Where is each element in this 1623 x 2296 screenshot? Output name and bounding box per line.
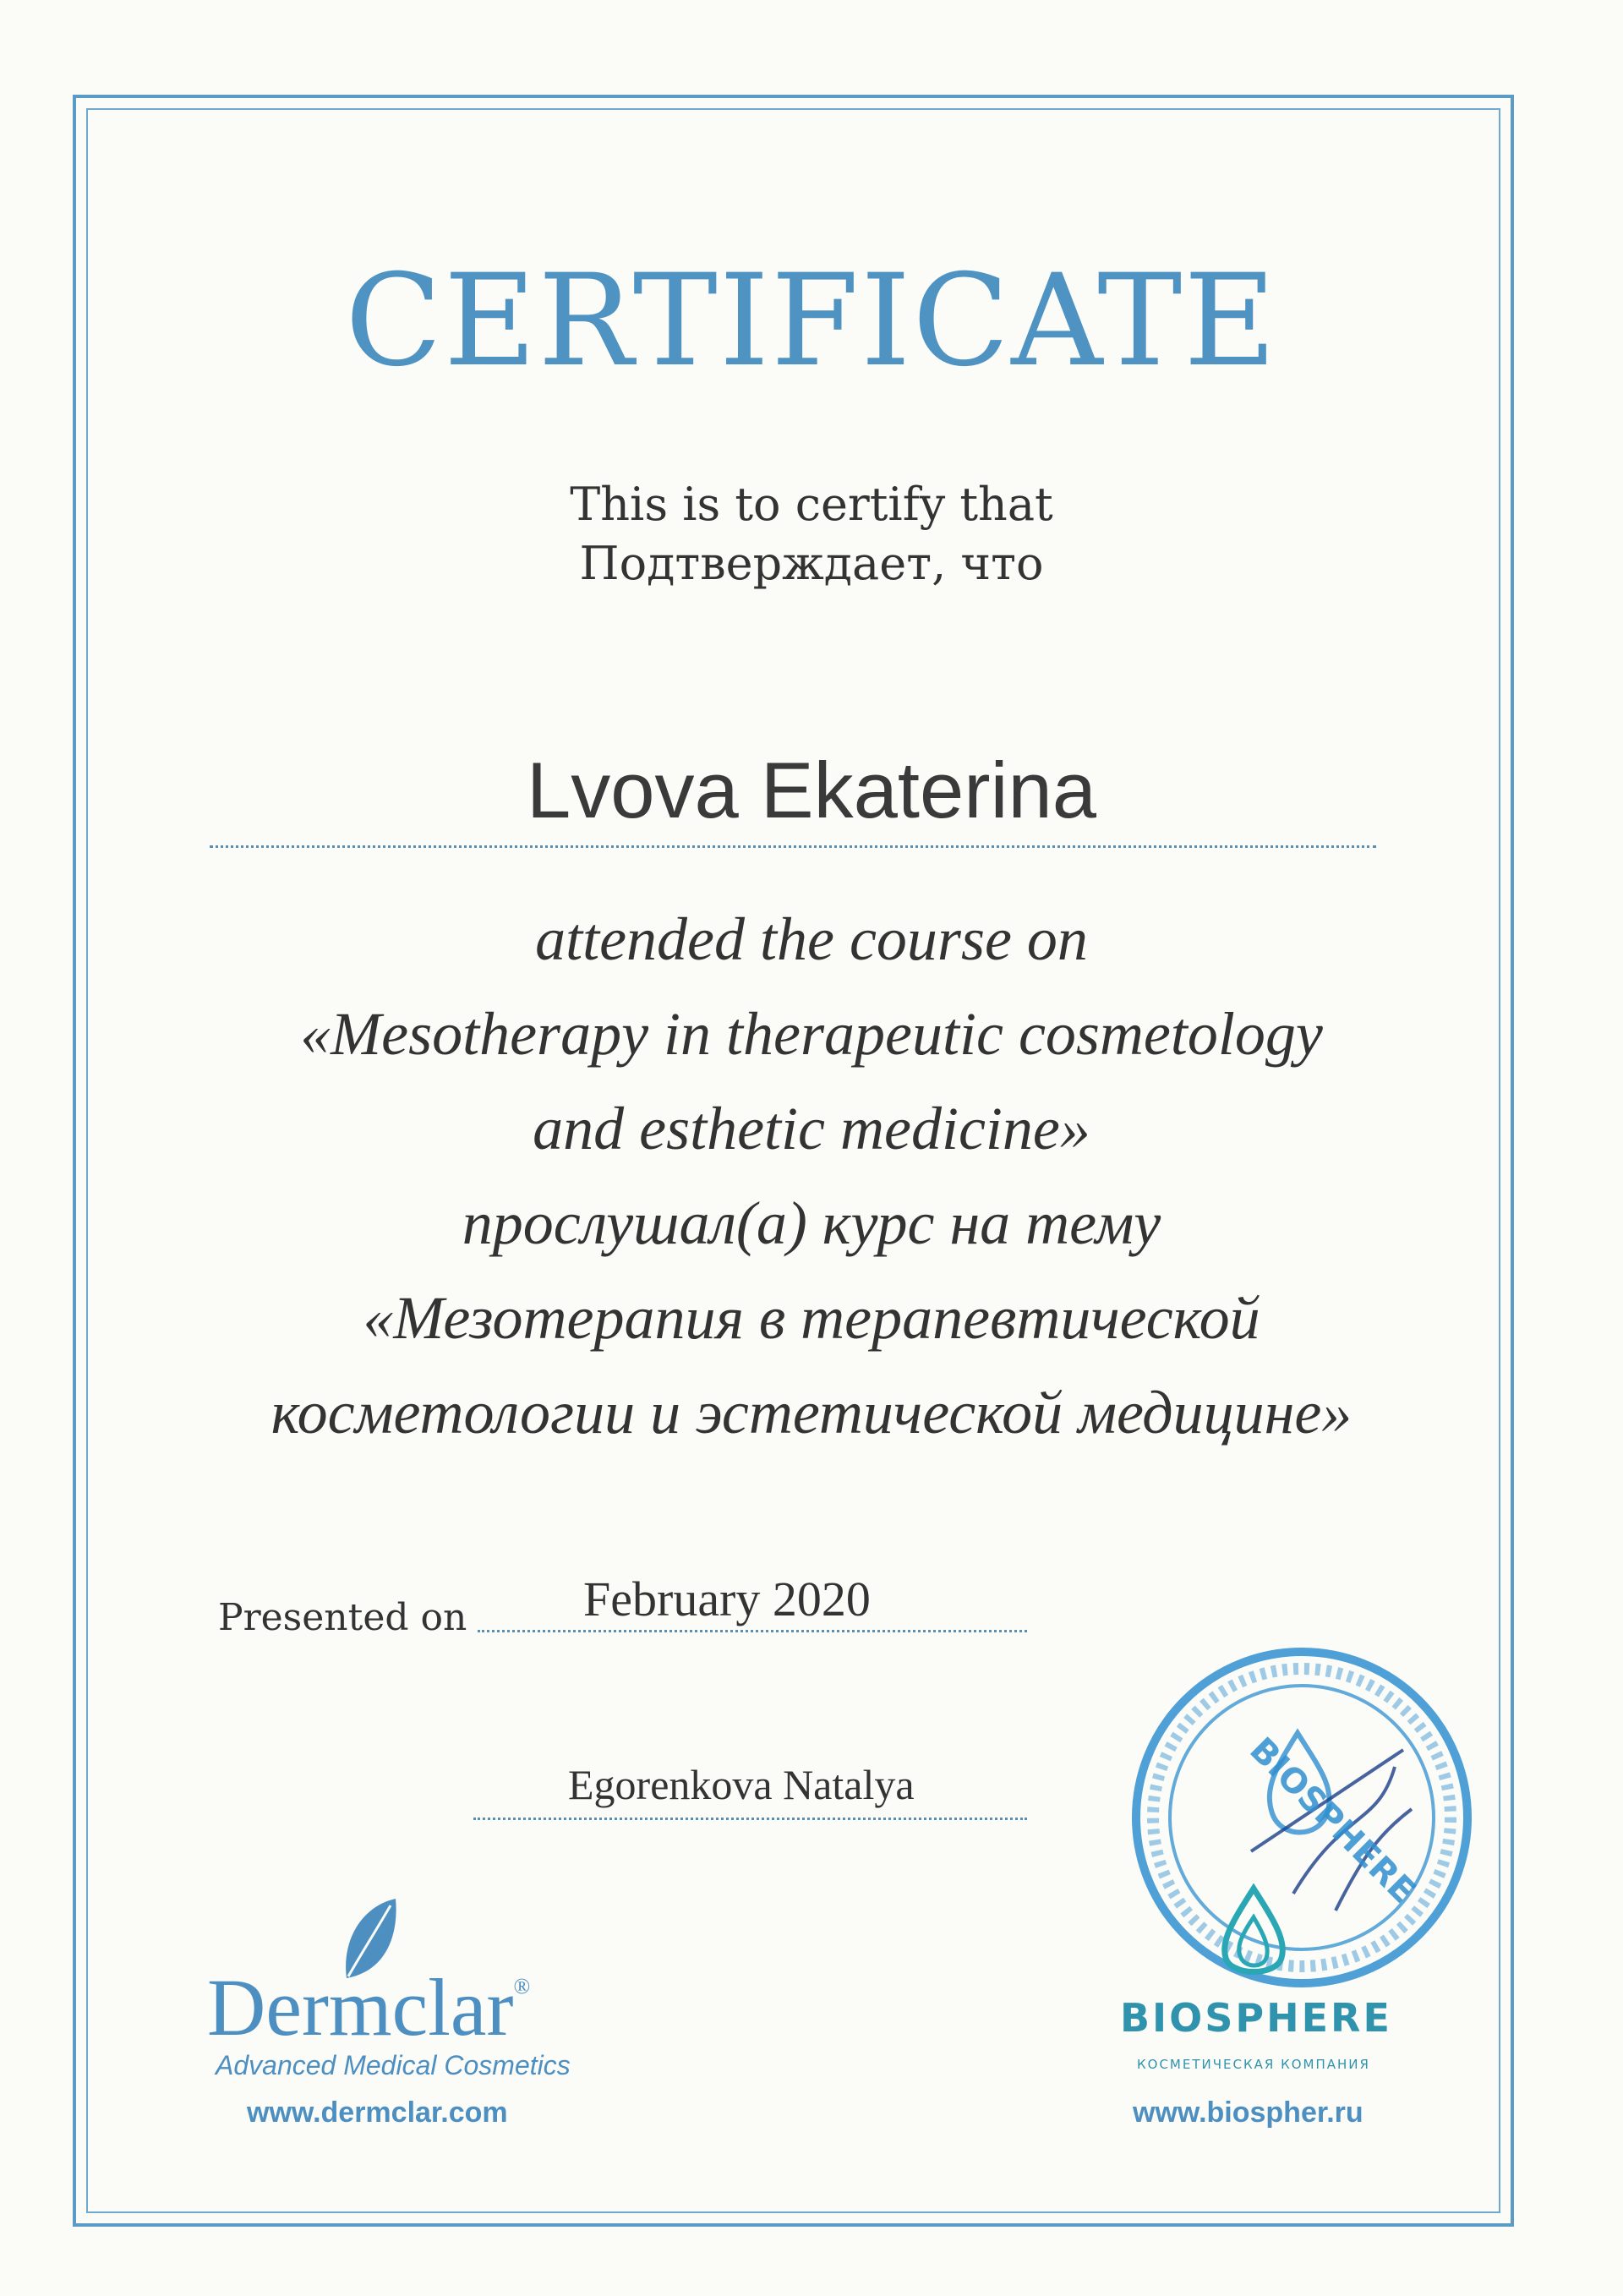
certify-text-en: This is to certify that bbox=[570, 478, 1053, 531]
course-line-4: прослушал(а) курс на тему bbox=[462, 1189, 1161, 1257]
certificate-title: CERTIFICATE bbox=[345, 248, 1278, 395]
recipient-name: Lvova Ekaterina bbox=[526, 746, 1097, 834]
date-underline bbox=[478, 1630, 1027, 1632]
biosphere-stamp bbox=[1124, 1640, 1479, 1995]
course-line-1: attended the course on bbox=[535, 905, 1088, 973]
dermclar-name: Dermclar bbox=[207, 1962, 514, 2053]
biosphere-tagline: КОСМЕТИЧЕСКАЯ КОМПАНИЯ bbox=[1137, 2057, 1370, 2072]
recipient-underline bbox=[210, 845, 1376, 848]
course-line-3: and esthetic medicine» bbox=[533, 1095, 1090, 1162]
course-line-2: «Mesotherapy in therapeutic cosmetology bbox=[300, 1000, 1323, 1068]
registered-mark: ® bbox=[513, 1974, 531, 1998]
biosphere-name: BIOSPHERE bbox=[1120, 1995, 1392, 2041]
course-line-6: косметологии и эстетической медицине» bbox=[270, 1379, 1352, 1446]
signatory-underline bbox=[473, 1818, 1027, 1820]
presented-date: February 2020 bbox=[583, 1572, 871, 1626]
signatory-name: Egorenkova Natalya bbox=[568, 1761, 915, 1808]
dermclar-tagline: Advanced Medical Cosmetics bbox=[216, 2050, 571, 2080]
presented-label: Presented on bbox=[218, 1596, 467, 1639]
biosphere-url[interactable]: www.biospher.ru bbox=[1133, 2096, 1363, 2129]
certify-text-ru: Подтверждает, что bbox=[579, 537, 1044, 590]
dermclar-url[interactable]: www.dermclar.com bbox=[247, 2096, 508, 2129]
drop-icon bbox=[1207, 1883, 1300, 1985]
course-line-5: «Мезотерапия в терапевтической bbox=[363, 1284, 1260, 1352]
stamp-text: BIOSPHERE bbox=[1242, 1730, 1424, 1911]
